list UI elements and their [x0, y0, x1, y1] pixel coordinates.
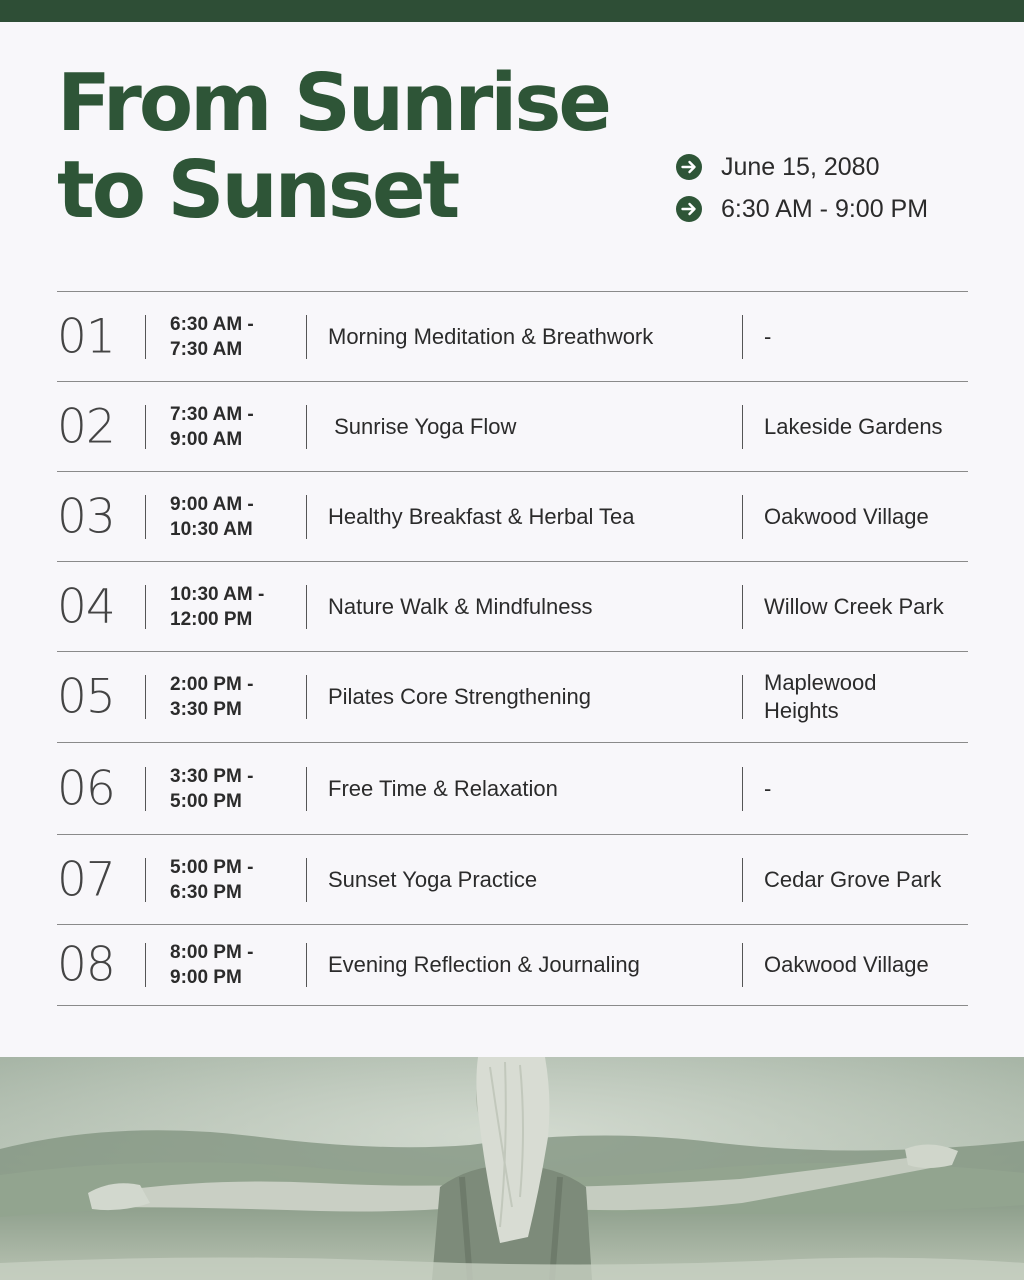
row-time	[170, 492, 300, 542]
row-time	[170, 855, 300, 905]
row-location: -	[764, 323, 772, 349]
row-location: Oakwood Village	[764, 952, 929, 977]
row-activity: Morning Meditation & Breathwork	[328, 323, 654, 349]
row-activity: Healthy Breakfast & Herbal Tea	[328, 503, 635, 529]
column-divider	[742, 858, 743, 902]
time-end: 3:30 PM	[170, 699, 242, 720]
row-number: 02	[57, 399, 115, 454]
arrow-circle-icon	[676, 196, 702, 222]
schedule-row	[57, 835, 968, 925]
schedule-row	[57, 743, 968, 835]
schedule-row	[57, 562, 968, 652]
time-start: 5:00 PM -	[170, 856, 254, 878]
column-divider	[306, 585, 307, 629]
time-start: 3:30 PM -	[170, 765, 254, 787]
row-time	[170, 582, 300, 632]
column-divider	[742, 943, 743, 987]
column-divider	[145, 585, 146, 629]
row-number: 03	[57, 489, 115, 544]
time-start: 6:30 AM -	[170, 313, 254, 335]
row-number: 07	[57, 852, 115, 907]
title-line-1: From Sunrise	[57, 57, 609, 149]
row-number: 08	[57, 937, 115, 993]
yoga-photo	[0, 1057, 1024, 1280]
column-divider	[145, 495, 146, 539]
time-start: 10:30 AM -	[170, 583, 265, 605]
row-activity: Sunrise Yoga Flow	[328, 413, 517, 439]
time-start: 2:00 PM -	[170, 674, 254, 695]
column-divider	[306, 405, 307, 449]
time-start: 8:00 PM -	[170, 942, 254, 963]
row-number: 01	[57, 309, 115, 364]
row-activity: Sunset Yoga Practice	[328, 866, 538, 892]
event-meta	[676, 146, 928, 230]
row-activity: Nature Walk & Mindfulness	[328, 593, 593, 619]
time-end: 12:00 PM	[170, 608, 253, 630]
row-activity: Pilates Core Strengthening	[328, 684, 591, 709]
row-location: Willow Creek Park	[764, 593, 944, 619]
schedule-table	[57, 291, 968, 1006]
column-divider	[306, 675, 307, 719]
row-location: Maplewood Heights	[764, 670, 877, 723]
row-location: Cedar Grove Park	[764, 866, 942, 892]
arrow-circle-icon	[676, 154, 702, 180]
row-time	[170, 672, 300, 722]
column-divider	[742, 495, 743, 539]
page-title	[57, 57, 609, 236]
schedule-row	[57, 472, 968, 562]
row-activity: Evening Reflection & Journaling	[328, 952, 640, 977]
row-location: -	[764, 775, 772, 801]
column-divider	[306, 858, 307, 902]
column-divider	[145, 767, 146, 811]
column-divider	[145, 858, 146, 902]
schedule-row	[57, 652, 968, 743]
column-divider	[742, 585, 743, 629]
title-line-2: to Sunset	[57, 144, 458, 236]
event-time-row	[676, 188, 928, 230]
column-divider	[145, 315, 146, 359]
time-start: 7:30 AM -	[170, 403, 254, 425]
column-divider	[742, 405, 743, 449]
time-end: 9:00 PM	[170, 967, 242, 988]
top-accent-bar	[0, 0, 1024, 22]
time-end: 9:00 AM	[170, 428, 243, 450]
row-number: 04	[57, 579, 115, 634]
schedule-row	[57, 382, 968, 472]
time-end: 5:00 PM	[170, 790, 242, 812]
column-divider	[145, 943, 146, 987]
column-divider	[742, 767, 743, 811]
column-divider	[306, 943, 307, 987]
time-start: 9:00 AM -	[170, 493, 254, 515]
schedule-row	[57, 925, 968, 1006]
column-divider	[742, 315, 743, 359]
schedule-row	[57, 292, 968, 382]
event-date-row	[676, 146, 928, 188]
column-divider	[306, 767, 307, 811]
column-divider	[306, 495, 307, 539]
column-divider	[742, 675, 743, 719]
row-location: Lakeside Gardens	[764, 413, 943, 439]
column-divider	[145, 405, 146, 449]
row-location: Oakwood Village	[764, 503, 929, 529]
time-end: 10:30 AM	[170, 518, 253, 540]
row-number: 06	[57, 761, 115, 816]
time-end: 6:30 PM	[170, 881, 242, 903]
event-time-range: 6:30 AM - 9:00 PM	[721, 194, 929, 223]
column-divider	[306, 315, 307, 359]
row-time	[170, 312, 300, 362]
event-date: June 15, 2080	[721, 152, 880, 181]
row-time	[170, 940, 300, 990]
time-end: 7:30 AM	[170, 338, 243, 360]
row-time	[170, 764, 300, 814]
column-divider	[145, 675, 146, 719]
row-activity: Free Time & Relaxation	[328, 775, 558, 801]
row-number: 05	[57, 669, 115, 725]
row-time	[170, 402, 300, 452]
